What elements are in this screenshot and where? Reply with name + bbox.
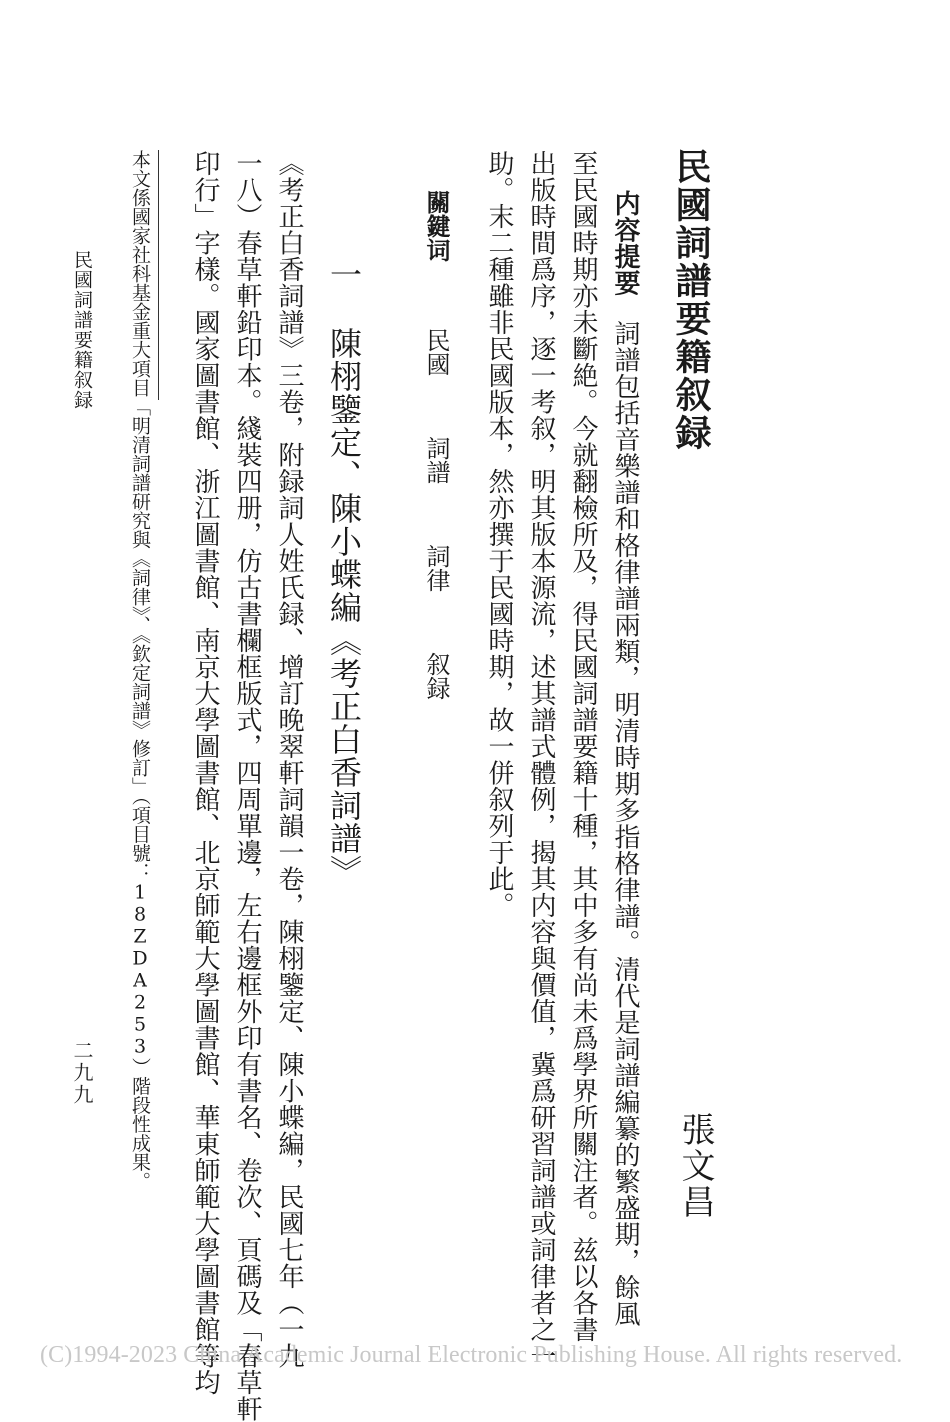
section-title: 陳栩鑒定、陳小蝶編《考正白香詞譜》 bbox=[325, 327, 363, 888]
footnote-rule bbox=[158, 150, 159, 400]
keyword-item: 民國 bbox=[422, 328, 450, 376]
section-line-1: 《考正白香詞譜》三卷，附録詞人姓氏録、增訂晚翠軒詞韻一卷，陳栩鑒定、陳小蝶編，民國七年（一九 bbox=[274, 150, 304, 1369]
article-title: 民國詞譜要籍叙録 bbox=[670, 148, 711, 452]
abstract-line-2: 至民國時期亦未斷絶。今就翻檢所及，得民國詞譜要籍十種，其中多有尚未爲學界所關注者。兹以各書 bbox=[568, 150, 598, 1343]
section-line-2: 一八）春草軒鉛印本。綫裝四册，仿古書欄框版式，四周單邊，左右邊框外印有書名、卷次、頁碼及「春草軒 bbox=[232, 150, 262, 1422]
keyword-item: 叙録 bbox=[422, 652, 450, 700]
abstract-line-1 bbox=[612, 190, 638, 1327]
keywords-label: 關鍵词 bbox=[422, 190, 450, 262]
section-line-3: 印行」字樣。國家圖書館、浙江圖書館、南京大學圖書館、北京師範大學圖書館、華東師範大學圖書館等均 bbox=[190, 150, 220, 1396]
abstract-text-1: 詞譜包括音樂譜和格律譜兩類，明清時期多指格律譜。清代是詞譜編纂的繁盛期，餘風 bbox=[610, 320, 640, 1327]
section-heading bbox=[325, 258, 363, 888]
footnote: 本文係國家社科基金重大項目「明清詞譜研究與《詞律》、《欽定詞譜》修訂」（項目號：18ZDA253）階段性成果。 bbox=[129, 150, 151, 1191]
keyword-item: 詞律 bbox=[422, 544, 450, 592]
keyword-item: 詞譜 bbox=[422, 436, 450, 484]
section-number: 一 bbox=[325, 258, 363, 291]
abstract-line-3: 出版時間爲序，逐一考叙，明其版本源流，述其譜式體例，揭其内容與價值，冀爲研習詞譜或詞律者之一 bbox=[526, 150, 556, 1369]
author-name: 張文昌 bbox=[675, 1112, 715, 1220]
keywords bbox=[424, 190, 448, 732]
copyright-notice: (C)1994-2023 China Academic Journal Electronic Publishing House. All rights reserved. bbox=[40, 1342, 903, 1368]
abstract-label: 内容提要 bbox=[610, 190, 640, 296]
abstract-line-4: 助。末二種雖非民國版本，然亦撰于民國時期，故一併叙列于此。 bbox=[484, 150, 514, 919]
running-head: 民國詞譜要籍叙録 bbox=[71, 250, 93, 410]
page-number: 二九九 bbox=[70, 1040, 94, 1106]
